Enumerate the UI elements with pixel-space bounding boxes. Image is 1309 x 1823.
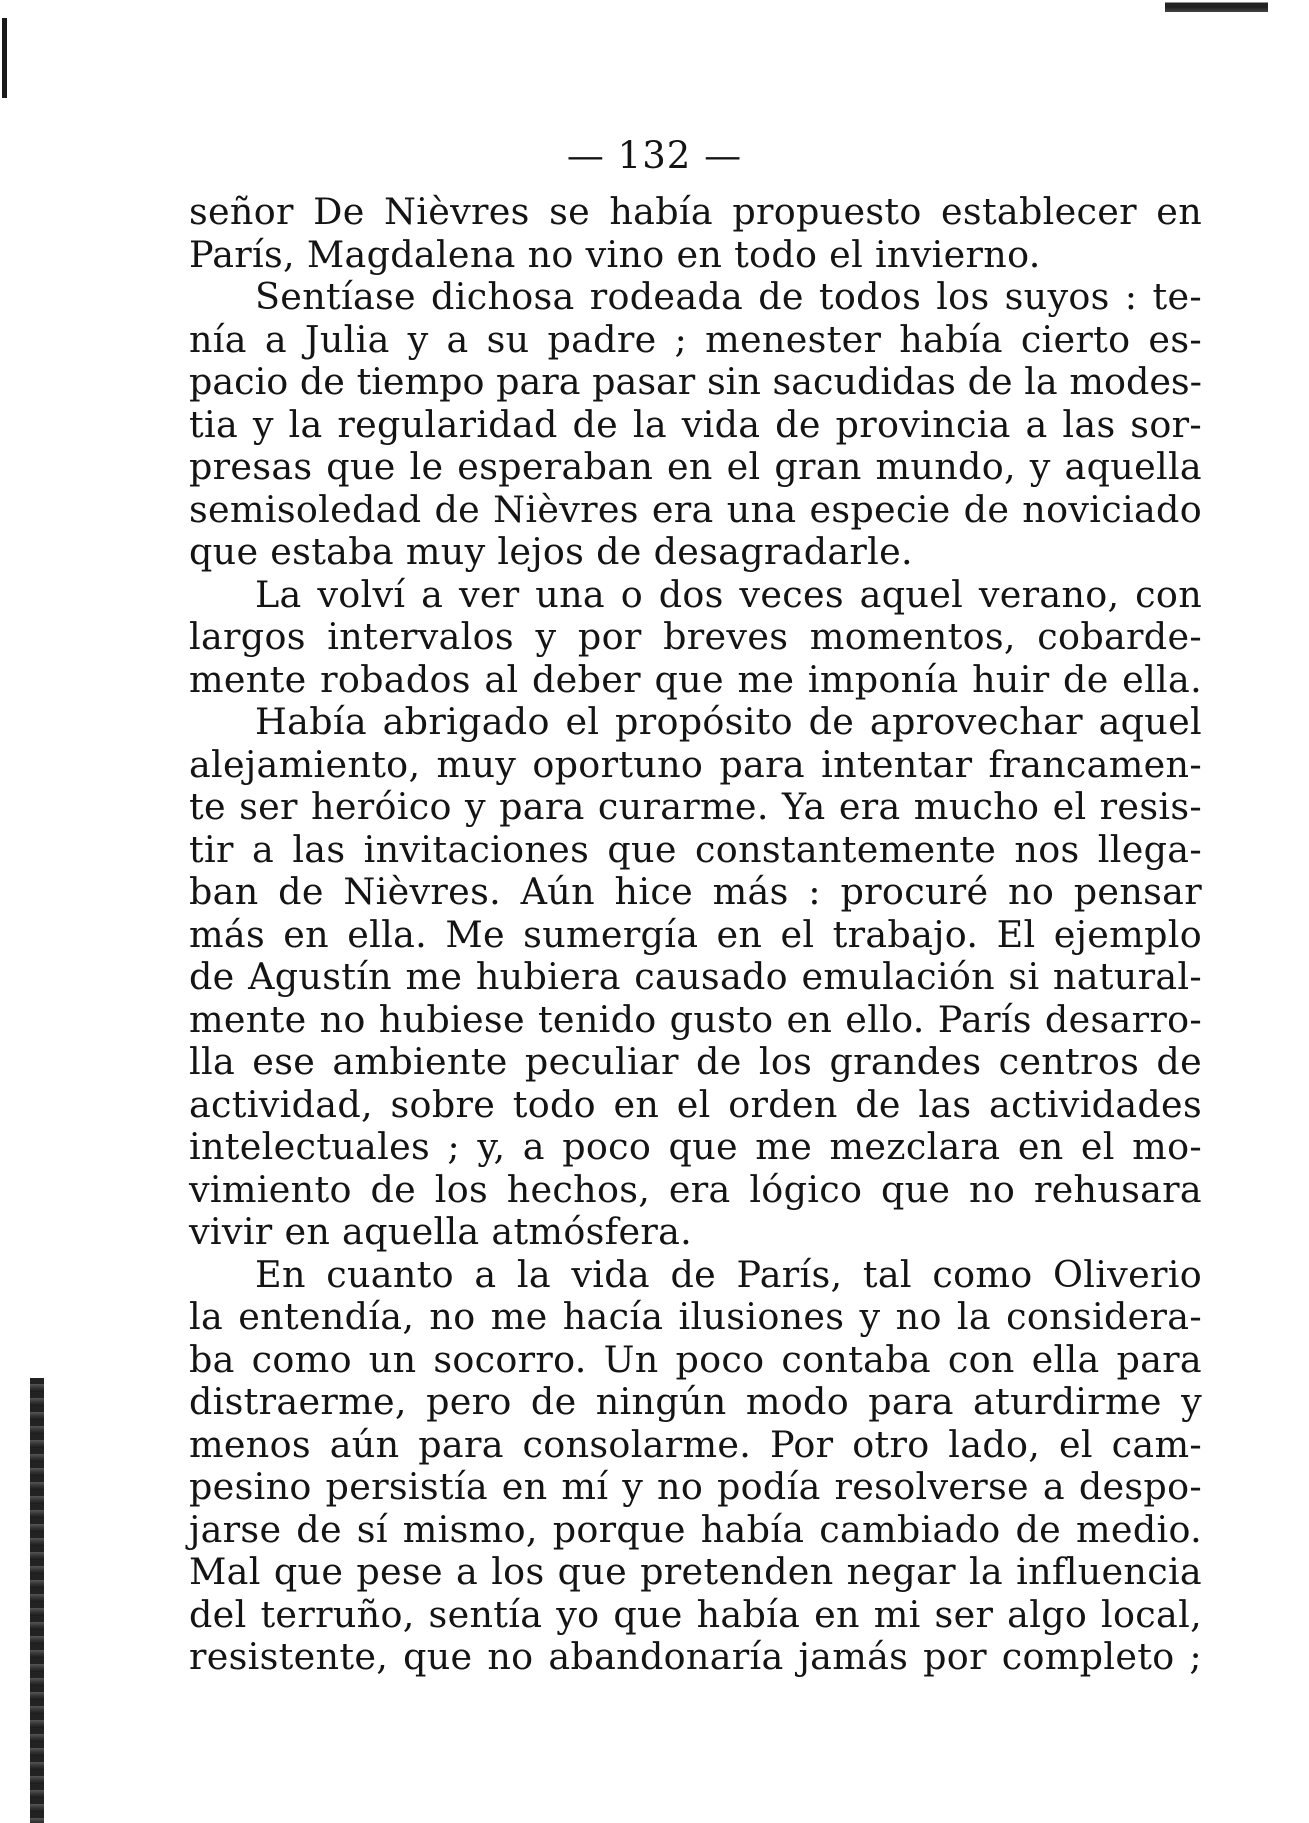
text-line: la entendía, no me hacía ilusiones y no la considera- bbox=[189, 1295, 1202, 1338]
text-line: que estaba muy lejos de desagradarle. bbox=[189, 530, 913, 573]
text-line: pesino persistía en mí y no podía resolverse a despo- bbox=[189, 1465, 1202, 1508]
text-line: En cuanto a la vida de París, tal como Oliverio bbox=[255, 1252, 1202, 1296]
text-line: pacio de tiempo para pasar sin sacudidas de la modes- bbox=[189, 360, 1202, 403]
text-line: largos intervalos y por breves momentos, cobarde- bbox=[189, 615, 1202, 658]
text-line: señor De Nièvres se había propuesto establecer en bbox=[189, 190, 1202, 233]
text-line: actividad, sobre todo en el orden de las actividades bbox=[189, 1082, 1202, 1126]
text-line: La volví a ver una o dos veces aquel verano, con bbox=[255, 572, 1202, 616]
scan-edge-mark bbox=[30, 1378, 44, 1823]
text-line: lla ese ambiente peculiar de los grandes centros de bbox=[189, 1040, 1202, 1083]
text-line: tia y la regularidad de la vida de provincia a las sor- bbox=[189, 402, 1202, 446]
text-line: tir a las invitaciones que constantemente nos llega- bbox=[189, 827, 1202, 871]
text-line: ban de Nièvres. Aún hice más : procuré no pensar bbox=[189, 870, 1202, 913]
text-line: resistente, que no abandonaría jamás por completo ; bbox=[189, 1635, 1202, 1678]
text-line: mente robados al deber que me imponía huir de ella. bbox=[189, 657, 1202, 701]
text-line: te ser heróico y para curarme. Ya era mucho el resis- bbox=[189, 785, 1202, 828]
text-line: más en ella. Me sumergía en el trabajo. El ejemplo bbox=[189, 912, 1202, 956]
text-line: de Agustín me hubiera causado emulación si natural- bbox=[189, 955, 1202, 998]
scan-edge-mark bbox=[1165, 0, 1268, 12]
text-line: jarse de sí mismo, porque había cambiado de medio. bbox=[189, 1507, 1202, 1551]
text-line: ba como un socorro. Un poco contaba con ella para bbox=[189, 1337, 1202, 1381]
text-line: presas que le esperaban en el gran mundo, y aquella bbox=[189, 445, 1202, 488]
scan-edge-mark bbox=[2, 18, 7, 98]
text-line: alejamiento, muy oportuno para intentar francamen- bbox=[189, 742, 1202, 786]
text-line: semisoledad de Nièvres era una especie de noviciado bbox=[189, 487, 1202, 531]
text-line: Había abrigado el propósito de aprovechar aquel bbox=[255, 700, 1202, 743]
text-line: vivir en aquella atmósfera. bbox=[189, 1210, 693, 1253]
text-line: Sentíase dichosa rodeada de todos los suyos : te- bbox=[255, 275, 1202, 318]
text-line: distraerme, pero de ningún modo para aturdirme y bbox=[189, 1380, 1202, 1423]
text-line: Mal que pese a los que pretenden negar la influencia bbox=[189, 1550, 1202, 1593]
text-line: vimiento de los hechos, era lógico que no rehusara bbox=[189, 1167, 1202, 1211]
body-text bbox=[189, 191, 1202, 1679]
text-line: intelectuales ; y, a poco que me mezclara en el mo- bbox=[189, 1125, 1202, 1168]
text-line: menos aún para consolarme. Por otro lado, el cam- bbox=[189, 1422, 1202, 1466]
text-line: nía a Julia y a su padre ; menester había cierto es- bbox=[189, 317, 1202, 361]
text-line: mente no hubiese tenido gusto en ello. París desarro- bbox=[189, 997, 1202, 1041]
text-line: París, Magdalena no vino en todo el invierno. bbox=[189, 232, 1041, 276]
page-number: — 132 — bbox=[566, 134, 743, 177]
text-line: del terruño, sentía yo que había en mi ser algo local, bbox=[189, 1592, 1202, 1636]
